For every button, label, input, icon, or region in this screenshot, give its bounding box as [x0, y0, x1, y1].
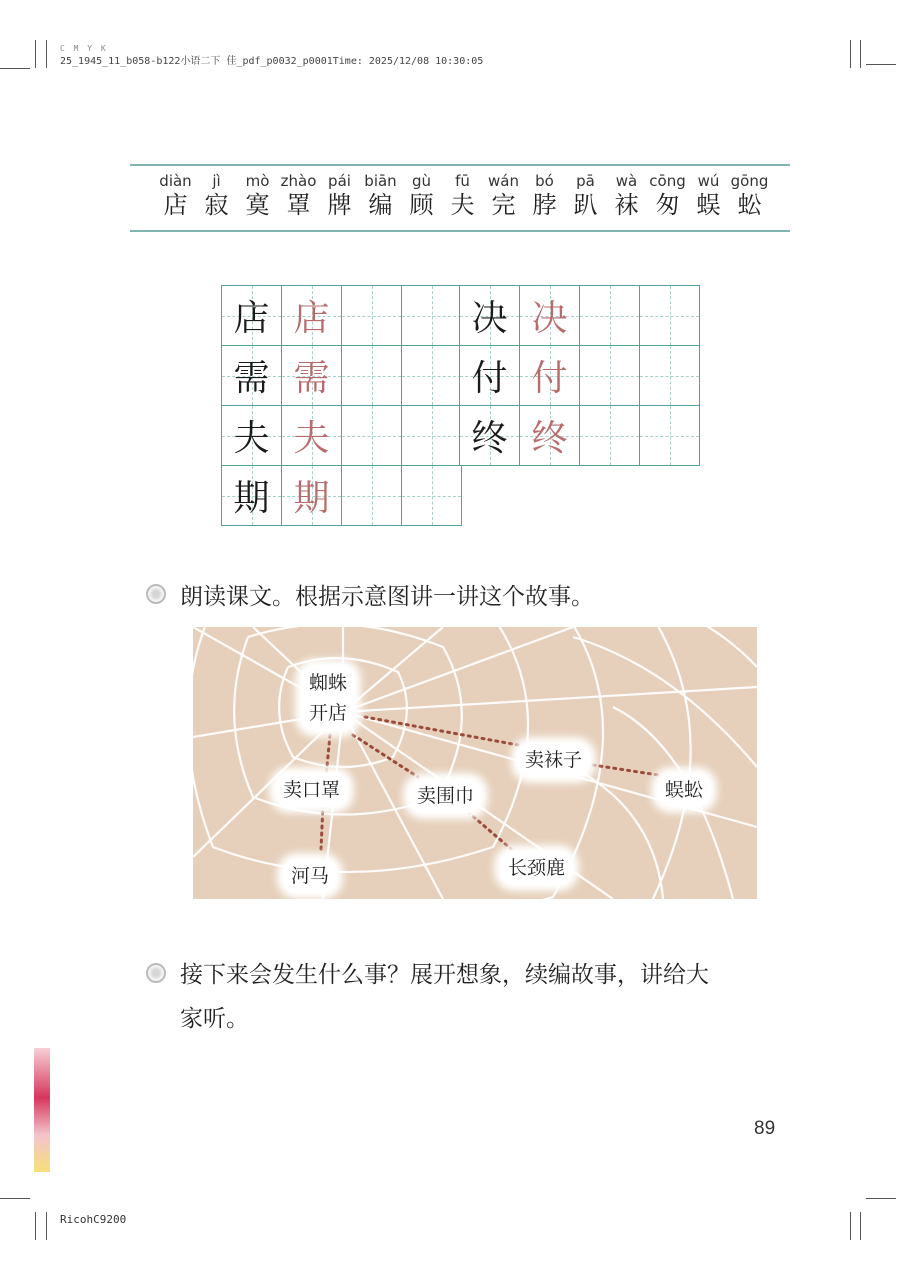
vocab-pinyin: diàn	[159, 172, 192, 190]
trace-character: 付	[531, 358, 568, 399]
writing-cell	[282, 286, 342, 346]
writing-cell	[402, 406, 462, 466]
vocab-hanzi: 完	[491, 191, 516, 219]
crop-mark	[860, 1212, 861, 1240]
writing-grid-left	[221, 285, 462, 526]
writing-cell	[520, 406, 580, 466]
model-character: 决	[471, 298, 508, 339]
writing-cell	[222, 406, 282, 466]
writing-cell	[640, 346, 700, 406]
vocab-item	[401, 172, 442, 220]
story-node-centipede: 蜈蚣	[657, 773, 711, 807]
vocab-hanzi: 袜	[614, 191, 639, 219]
vocab-hanzi: 脖	[532, 191, 557, 219]
vocab-hanzi: 趴	[573, 191, 598, 219]
vocab-top-rule	[130, 164, 790, 166]
writing-cell	[580, 346, 640, 406]
vocab-pinyin: jì	[212, 172, 221, 190]
crop-mark	[866, 1198, 896, 1199]
task-2-line1: 接下来会发生什么事？展开想象，续编故事，讲给大	[180, 962, 709, 988]
writing-cell	[520, 346, 580, 406]
story-node-giraffe: 长颈鹿	[500, 851, 573, 885]
vocab-item	[647, 172, 688, 220]
story-node-hippo: 河马	[283, 859, 337, 893]
vocab-pinyin: cōng	[649, 172, 686, 190]
vocab-item	[360, 172, 401, 220]
story-center-line1: 蜘蛛	[309, 672, 348, 694]
vocab-pinyin: wán	[488, 172, 519, 190]
crop-mark	[0, 1198, 30, 1199]
task-bullet-icon	[146, 584, 166, 604]
vocab-pinyin: bó	[535, 172, 554, 190]
vocab-hanzi: 罩	[286, 191, 311, 219]
vocab-hanzi: 夫	[450, 191, 475, 219]
vocab-item	[729, 172, 770, 220]
writing-cell	[402, 346, 462, 406]
vocab-pinyin: gù	[411, 172, 432, 190]
task-bullet-icon	[146, 963, 166, 983]
vocabulary-row	[155, 172, 770, 220]
trace-character: 终	[531, 418, 568, 459]
vocab-hanzi: 寞	[245, 191, 270, 219]
model-character: 夫	[233, 418, 270, 459]
writing-cell	[640, 286, 700, 346]
trace-character: 期	[293, 478, 330, 519]
crop-mark	[866, 64, 896, 65]
writing-cell	[222, 466, 282, 526]
crop-mark	[46, 40, 47, 68]
footer-printer-label: RicohC9200	[60, 1213, 127, 1226]
writing-cell	[402, 466, 462, 526]
vocab-hanzi: 牌	[327, 191, 352, 219]
vocab-item	[524, 172, 565, 220]
crop-mark	[46, 1212, 47, 1240]
model-character: 期	[233, 478, 270, 519]
writing-cell	[342, 466, 402, 526]
crop-mark	[860, 40, 861, 68]
writing-cell	[580, 286, 640, 346]
story-node-sell-scarf: 卖围巾	[409, 779, 482, 813]
print-header	[60, 44, 483, 67]
writing-cell	[640, 406, 700, 466]
writing-cell	[282, 466, 342, 526]
vocab-hanzi: 店	[163, 191, 188, 219]
writing-cell	[222, 286, 282, 346]
model-character: 付	[471, 358, 508, 399]
vocab-item	[688, 172, 729, 220]
vocab-pinyin: zhào	[280, 172, 317, 190]
vocab-pinyin: wà	[615, 172, 638, 190]
vocab-item	[196, 172, 237, 220]
writing-cell	[222, 346, 282, 406]
vocab-item	[483, 172, 524, 220]
vocab-pinyin: pái	[328, 172, 351, 190]
trace-character: 决	[531, 298, 568, 339]
story-node-sell-socks: 卖袜子	[517, 743, 590, 777]
vocab-pinyin: wú	[697, 172, 720, 190]
writing-cell	[460, 346, 520, 406]
vocab-hanzi: 蚣	[737, 191, 762, 219]
story-center-line2: 开店	[309, 702, 348, 724]
trace-character: 需	[293, 358, 330, 399]
vocab-hanzi: 蜈	[696, 191, 721, 219]
model-character: 终	[471, 418, 508, 459]
task-2-line2: 家听。	[180, 1006, 249, 1032]
model-character: 需	[233, 358, 270, 399]
writing-cell	[282, 406, 342, 466]
story-map-diagram	[193, 627, 757, 899]
vocab-pinyin: biān	[364, 172, 397, 190]
writing-cell	[402, 286, 462, 346]
crop-mark	[850, 1212, 851, 1240]
vocab-pinyin: fū	[455, 172, 470, 190]
cmyk-label: C M Y K	[60, 44, 108, 53]
story-center-node	[301, 665, 355, 731]
vocab-item	[442, 172, 483, 220]
vocab-item	[278, 172, 319, 220]
model-character: 店	[233, 298, 270, 339]
vocab-hanzi: 寂	[204, 191, 229, 219]
writing-grid-right	[459, 285, 700, 466]
writing-cell	[342, 286, 402, 346]
vocab-item	[237, 172, 278, 220]
writing-cell	[460, 286, 520, 346]
vocab-item	[606, 172, 647, 220]
task-1-text: 朗读课文。根据示意图讲一讲这个故事。	[180, 584, 594, 610]
vocab-hanzi: 匆	[655, 191, 680, 219]
vocab-bottom-rule	[130, 230, 790, 232]
vocab-hanzi: 编	[368, 191, 393, 219]
crop-mark	[35, 1212, 36, 1240]
writing-cell	[342, 406, 402, 466]
vocab-pinyin: gōng	[730, 172, 769, 190]
story-node-sell-mask: 卖口罩	[275, 773, 348, 807]
writing-cell	[342, 346, 402, 406]
vocab-pinyin: mò	[245, 172, 270, 190]
crop-mark	[0, 68, 30, 69]
vocab-item	[319, 172, 360, 220]
print-job-line: 25_1945_11_b058-b122小语二下 佳_pdf_p0032_p0001Time: 2025/12/08 10:30:05	[60, 56, 484, 67]
crop-mark	[850, 40, 851, 68]
page-number: 89	[754, 1118, 776, 1139]
margin-decoration	[34, 1048, 50, 1172]
vocab-pinyin: pā	[576, 172, 595, 190]
writing-cell	[460, 406, 520, 466]
writing-cell	[282, 346, 342, 406]
trace-character: 店	[293, 298, 330, 339]
writing-cell	[520, 286, 580, 346]
vocab-item	[565, 172, 606, 220]
trace-character: 夫	[293, 418, 330, 459]
vocab-item	[155, 172, 196, 220]
vocab-hanzi: 顾	[409, 191, 434, 219]
spider-web-graphic	[193, 627, 757, 899]
writing-cell	[580, 406, 640, 466]
crop-mark	[35, 40, 36, 68]
